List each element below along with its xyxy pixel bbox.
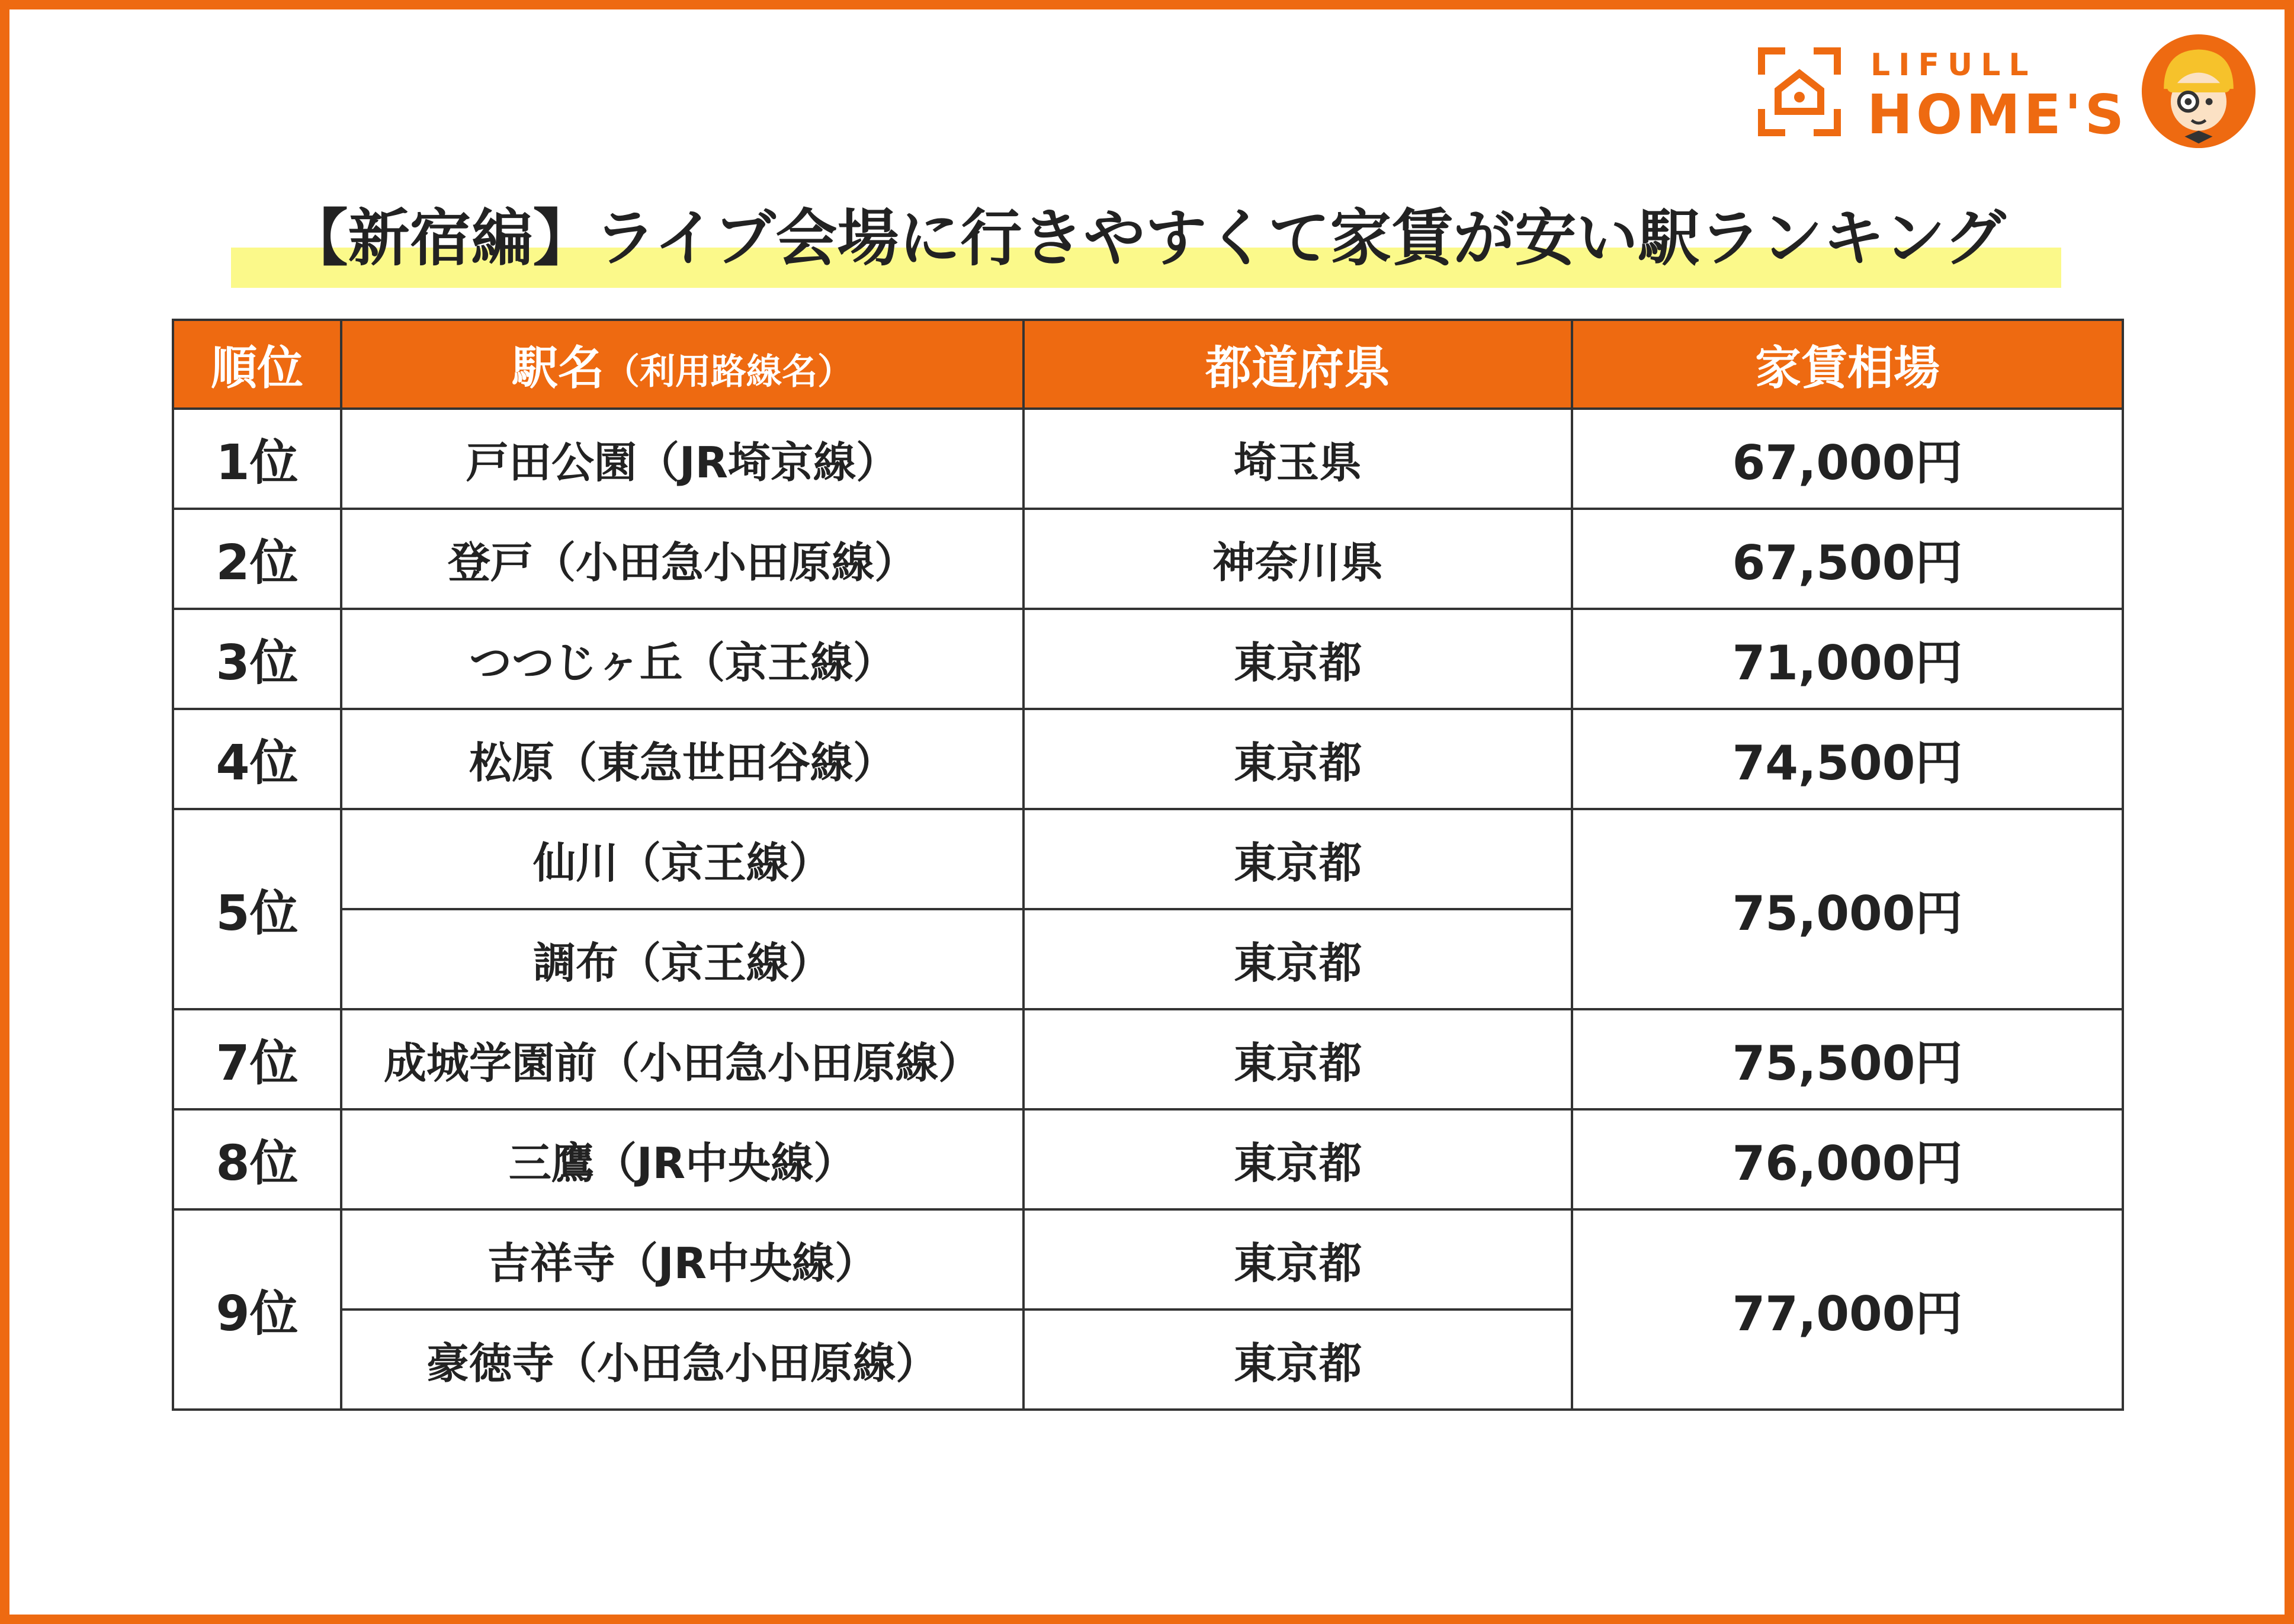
- station-cell: 三鷹（JR中央線）: [341, 1109, 1024, 1209]
- rent-cell: 76,000円: [1572, 1109, 2123, 1209]
- rent-cell: 67,000円: [1572, 409, 2123, 509]
- house-logo-icon: [1758, 47, 1841, 136]
- rank-cell: 1位: [173, 409, 341, 509]
- logo-text-lifull: LIFULL: [1871, 47, 2037, 83]
- rent-cell: 74,500円: [1572, 709, 2123, 809]
- station-cell: つつじヶ丘（京王線）: [341, 609, 1024, 709]
- header-prefecture: 都道府県: [1024, 320, 1572, 409]
- station-cell: 調布（京王線）: [341, 909, 1024, 1009]
- table-header-row: [173, 320, 2123, 409]
- station-cell: 成城学園前（小田急小田原線）: [341, 1009, 1024, 1109]
- prefecture-cell: 東京都: [1024, 609, 1572, 709]
- station-cell: 登戸（小田急小田原線）: [341, 509, 1024, 609]
- table-row: [173, 1209, 2123, 1310]
- logo-text-homes: HOME'S: [1867, 83, 2128, 146]
- table-row: [173, 509, 2123, 609]
- ranking-table: [172, 319, 2124, 1411]
- rank-cell: 8位: [173, 1109, 341, 1209]
- prefecture-cell: 東京都: [1024, 809, 1572, 909]
- station-cell: 吉祥寺（JR中央線）: [341, 1209, 1024, 1310]
- rank-cell: 7位: [173, 1009, 341, 1109]
- station-cell: 豪徳寺（小田急小田原線）: [341, 1310, 1024, 1410]
- rent-cell: 75,000円: [1572, 809, 2123, 1009]
- rank-cell: 3位: [173, 609, 341, 709]
- header-rank: 順位: [173, 320, 341, 409]
- header-station-label: 駅名: [511, 342, 604, 395]
- mascot-character-icon: [2141, 33, 2257, 149]
- rank-cell: 5位: [173, 809, 341, 1009]
- lifull-homes-logo: [1758, 47, 2128, 146]
- prefecture-cell: 東京都: [1024, 1009, 1572, 1109]
- page-title: 【新宿編】ライブ会場に行きやすくて家賃が安い駅ランキング: [286, 202, 2006, 274]
- station-cell: 仙川（京王線）: [341, 809, 1024, 909]
- table-row: [173, 709, 2123, 809]
- table-row: [173, 809, 2123, 909]
- rent-cell: 67,500円: [1572, 509, 2123, 609]
- header-station: [341, 320, 1024, 409]
- prefecture-cell: 東京都: [1024, 909, 1572, 1009]
- table-row: [173, 1109, 2123, 1209]
- rent-cell: 75,500円: [1572, 1009, 2123, 1109]
- table-row: [173, 609, 2123, 709]
- header-rent: 家賃相場: [1572, 320, 2123, 409]
- prefecture-cell: 神奈川県: [1024, 509, 1572, 609]
- prefecture-cell: 東京都: [1024, 1109, 1572, 1209]
- prefecture-cell: 東京都: [1024, 1209, 1572, 1310]
- rent-cell: 77,000円: [1572, 1209, 2123, 1410]
- prefecture-cell: 東京都: [1024, 1310, 1572, 1410]
- table-row: [173, 1009, 2123, 1109]
- rent-cell: 71,000円: [1572, 609, 2123, 709]
- rank-cell: 2位: [173, 509, 341, 609]
- prefecture-cell: 東京都: [1024, 709, 1572, 809]
- station-cell: 戸田公園（JR埼京線）: [341, 409, 1024, 509]
- table-row: [173, 409, 2123, 509]
- rank-cell: 9位: [173, 1209, 341, 1410]
- rank-cell: 4位: [173, 709, 341, 809]
- station-cell: 松原（東急世田谷線）: [341, 709, 1024, 809]
- header-station-sub: （利用路線名）: [604, 351, 853, 393]
- prefecture-cell: 埼玉県: [1024, 409, 1572, 509]
